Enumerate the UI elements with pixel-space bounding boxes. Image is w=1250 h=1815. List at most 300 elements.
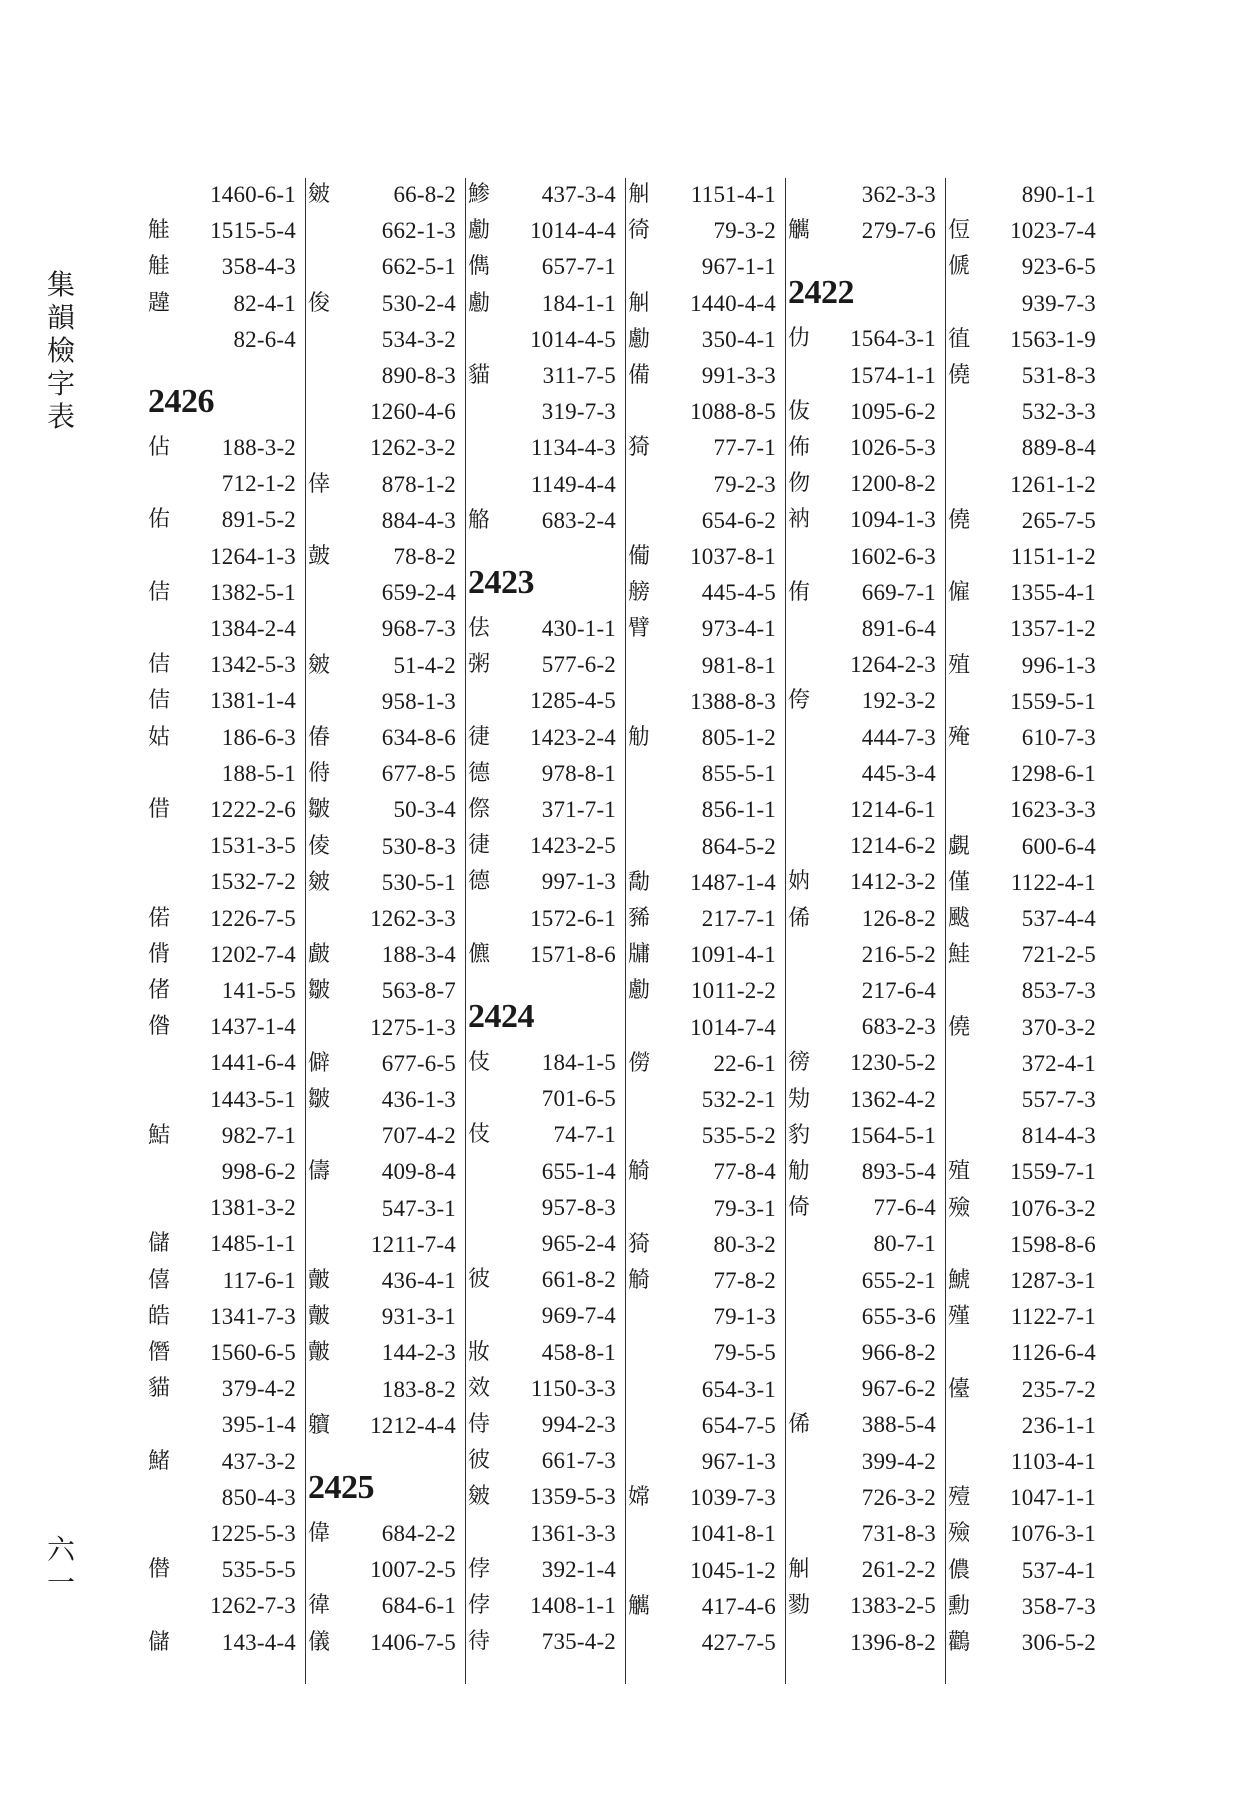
entry-reference: 1211-7-4: [370, 1231, 456, 1257]
index-entry: [785, 503, 945, 539]
entry-reference: 77-7-1: [713, 435, 776, 461]
entry-reference: 1423-2-5: [530, 833, 616, 859]
index-entry: [465, 793, 625, 829]
section-heading: [465, 540, 625, 612]
entry-character: 僖: [148, 1267, 171, 1293]
entry-character: 儦: [468, 941, 491, 967]
index-entry: [305, 1517, 465, 1553]
entry-character: 鮚: [148, 1122, 171, 1148]
entry-reference: 1225-5-3: [210, 1521, 296, 1546]
entry-character: 備: [628, 363, 651, 388]
entry-reference: 188-3-2: [221, 435, 296, 460]
entry-reference: 217-7-1: [701, 906, 776, 931]
entry-character: 皴: [308, 182, 331, 207]
entry-character: 佑: [148, 507, 171, 533]
entry-reference: 427-7-5: [701, 1630, 776, 1655]
entry-reference: 1381-3-2: [210, 1195, 296, 1221]
index-entry: [785, 648, 945, 684]
entry-character: 伎: [468, 1050, 491, 1075]
index-entry: [785, 829, 945, 865]
index-entry: [145, 250, 305, 286]
entry-reference: 1384-2-4: [210, 616, 296, 641]
index-entry: [785, 467, 945, 503]
entry-character: 倚: [788, 1195, 811, 1221]
index-entry: [785, 684, 945, 720]
index-entry: [145, 938, 305, 974]
entry-reference: 878-1-2: [381, 471, 456, 497]
index-entry: [465, 431, 625, 467]
index-entry: [625, 1373, 785, 1409]
entry-reference: 1230-5-2: [850, 1050, 936, 1076]
entry-reference: 654-3-1: [701, 1376, 776, 1402]
entry-reference: 192-3-2: [861, 688, 936, 714]
entry-reference: 79-3-1: [713, 1195, 776, 1221]
index-entry: [945, 902, 1105, 938]
index-entry: [145, 1626, 305, 1662]
entry-character: 勴: [468, 290, 491, 316]
entry-reference: 350-4-1: [701, 326, 776, 352]
entry-character: 侼: [468, 1556, 491, 1582]
index-entry: [305, 576, 465, 612]
entry-reference: 1122-7-1: [1010, 1304, 1096, 1330]
entry-reference: 1423-2-4: [530, 724, 616, 750]
entry-character: 偌: [148, 905, 171, 931]
index-entry: [945, 793, 1105, 829]
entry-reference: 1359-5-3: [530, 1484, 616, 1510]
index-entry: [785, 757, 945, 793]
index-entry: [785, 865, 945, 901]
entry-reference: 1560-6-5: [210, 1340, 296, 1365]
entry-reference: 957-8-3: [541, 1194, 616, 1220]
entry-reference: 931-3-1: [381, 1304, 456, 1330]
index-entry: [465, 359, 625, 395]
index-entry: [625, 1228, 785, 1264]
index-entry: [625, 866, 785, 902]
section-heading: [305, 1445, 465, 1517]
index-entry: [625, 468, 785, 504]
entry-character: 皾: [308, 1340, 331, 1366]
entry-reference: 1037-8-1: [690, 544, 776, 569]
index-entry: [625, 431, 785, 467]
index-entry: [465, 1263, 625, 1299]
index-entry: [945, 1083, 1105, 1119]
index-entry: [625, 1445, 785, 1481]
entry-reference: 362-3-3: [861, 182, 936, 207]
entry-reference: 557-7-3: [1021, 1087, 1096, 1112]
entry-character: 俙: [788, 905, 811, 931]
index-entry: [145, 721, 305, 757]
entry-character: 猗: [628, 435, 651, 461]
index-entry: [305, 359, 465, 395]
entry-reference: 1342-5-3: [210, 652, 296, 678]
index-entry: [785, 395, 945, 431]
index-entry: [305, 250, 465, 286]
entry-character: 俙: [788, 1412, 811, 1438]
entry-reference: 1287-3-1: [1010, 1268, 1096, 1293]
index-entry: [305, 287, 465, 323]
entry-reference: 1298-6-1: [1010, 761, 1096, 787]
index-entry: [465, 612, 625, 648]
entry-reference: 1014-4-5: [530, 326, 616, 352]
entry-reference: 978-8-1: [541, 760, 616, 786]
index-entry: [465, 178, 625, 214]
entry-reference: 306-5-2: [1021, 1630, 1096, 1655]
index-entry: [305, 612, 465, 648]
index-entry: [945, 1517, 1105, 1553]
entry-reference: 66-8-2: [393, 182, 456, 207]
entry-reference: 1598-8-6: [1010, 1231, 1096, 1257]
index-entry: [305, 214, 465, 250]
entry-reference: 661-8-2: [541, 1267, 616, 1293]
index-entry: [145, 865, 305, 901]
entry-character: 劮: [788, 1086, 811, 1112]
entry-reference: 535-5-5: [221, 1557, 296, 1583]
index-entry: [465, 902, 625, 938]
entry-character: 殣: [948, 1304, 971, 1330]
entry-character: 衲: [788, 507, 811, 533]
index-entry: [785, 540, 945, 576]
index-entry: [145, 1264, 305, 1300]
index-entry: [625, 1554, 785, 1590]
index-entry: [625, 1481, 785, 1517]
entry-character: 伎: [468, 1122, 491, 1148]
page-number: [44, 1533, 78, 1599]
index-entry: [785, 793, 945, 829]
index-entry: [945, 1119, 1105, 1155]
entry-reference: 805-1-2: [701, 725, 776, 750]
entry-character: 侍: [468, 1412, 491, 1437]
entry-character: 覷: [948, 833, 971, 859]
index-entry: [305, 1409, 465, 1445]
entry-reference: 654-6-2: [701, 507, 776, 533]
index-entry: [945, 649, 1105, 685]
entry-reference: 1532-7-2: [210, 869, 296, 895]
entry-character: 偉: [308, 1521, 331, 1546]
index-entry: [465, 1155, 625, 1191]
entry-reference: 1437-1-4: [210, 1014, 296, 1040]
entry-reference: 884-4-3: [381, 507, 456, 533]
index-entry: [945, 395, 1105, 431]
entry-reference: 186-6-3: [221, 724, 296, 750]
entry-reference: 889-8-4: [1021, 435, 1096, 461]
entry-character: 殖: [948, 652, 971, 678]
entry-reference: 395-1-4: [221, 1412, 296, 1438]
entry-reference: 1441-6-4: [210, 1050, 296, 1076]
index-entry: [145, 1083, 305, 1119]
entry-character: 德: [468, 760, 491, 786]
index-entry: [625, 323, 785, 359]
index-entry: [305, 866, 465, 902]
entry-reference: 677-8-5: [381, 761, 456, 787]
entry-reference: 1023-7-4: [1010, 218, 1096, 244]
entry-reference: 77-6-4: [873, 1195, 936, 1221]
index-entry: [305, 793, 465, 829]
entry-character: 侼: [468, 1593, 491, 1618]
index-entry: [305, 1155, 465, 1191]
index-column: [145, 178, 306, 1684]
index-entry: [625, 1083, 785, 1119]
entry-reference: 969-7-4: [541, 1303, 616, 1329]
index-entry: [945, 214, 1105, 250]
entry-reference: 890-8-3: [381, 363, 456, 388]
index-entry: [465, 1336, 625, 1372]
entry-reference: 1406-7-5: [370, 1629, 456, 1655]
entry-reference: 1564-5-1: [850, 1122, 936, 1148]
index-entry: [785, 1336, 945, 1372]
index-entry: [305, 938, 465, 974]
index-entry: [305, 974, 465, 1010]
index-entry: [625, 830, 785, 866]
index-entry: [625, 287, 785, 323]
entry-character: 勴: [628, 326, 651, 352]
index-entry: [145, 431, 305, 467]
entry-reference: 79-3-2: [713, 218, 776, 244]
index-entry: [625, 612, 785, 648]
index-column: [465, 178, 626, 1684]
entry-character: 勠: [788, 1593, 811, 1619]
index-entry: [145, 467, 305, 503]
entry-reference: 1200-8-2: [850, 471, 936, 497]
index-entry: [945, 1590, 1105, 1626]
index-entry: [305, 540, 465, 576]
index-entry: [465, 1046, 625, 1082]
index-entry: [785, 214, 945, 250]
entry-reference: 217-6-4: [861, 978, 936, 1003]
entry-reference: 1572-6-1: [530, 905, 616, 931]
entry-character: 勳: [948, 1593, 971, 1619]
entry-reference: 535-5-2: [701, 1123, 776, 1149]
index-entry: [305, 1228, 465, 1264]
entry-reference: 409-8-4: [381, 1159, 456, 1185]
index-entry: [305, 1047, 465, 1083]
index-column: [785, 178, 946, 1684]
entry-reference: 1264-2-3: [850, 652, 936, 678]
entry-character: 佶: [148, 688, 171, 714]
entry-reference: 981-8-1: [701, 652, 776, 678]
entry-reference: 577-6-2: [541, 652, 616, 678]
index-entry: [145, 684, 305, 720]
entry-character: 儁: [468, 254, 491, 280]
entry-character: 猗: [628, 1231, 651, 1257]
entry-reference: 1214-6-2: [850, 833, 936, 859]
entry-character: 韙: [148, 290, 171, 316]
index-entry: [945, 685, 1105, 721]
index-column: [945, 178, 1105, 1684]
entry-reference: 74-7-1: [553, 1122, 616, 1148]
entry-reference: 923-6-5: [1021, 254, 1096, 280]
entry-character: 儔: [308, 1159, 331, 1185]
entry-character: 觭: [628, 1268, 651, 1293]
entry-character: 觭: [628, 1159, 651, 1185]
index-entry: [145, 974, 305, 1010]
index-entry: [145, 793, 305, 829]
entry-reference: 1212-4-4: [370, 1412, 456, 1438]
index-entry: [305, 1192, 465, 1228]
index-column: [305, 178, 466, 1684]
index-entry: [945, 938, 1105, 974]
index-entry: [145, 1191, 305, 1227]
entry-reference: 1045-1-2: [690, 1557, 776, 1583]
section-number: 2425: [308, 1469, 374, 1506]
entry-character: 艕: [628, 580, 651, 606]
index-entry: [305, 395, 465, 431]
entry-reference: 1264-1-3: [210, 543, 296, 569]
entry-reference: 855-5-1: [701, 761, 776, 787]
entry-character: 殪: [948, 1485, 971, 1511]
entry-character: 儀: [308, 1629, 331, 1655]
index-entry: [145, 1408, 305, 1444]
entry-reference: 530-8-3: [381, 833, 456, 859]
entry-reference: 1515-5-4: [210, 218, 296, 244]
entry-character: 殮: [948, 1195, 971, 1221]
entry-reference: 1602-6-3: [850, 543, 936, 569]
index-entry: [625, 1119, 785, 1155]
index-entry: [145, 1300, 305, 1336]
entry-character: 僅: [948, 869, 971, 895]
index-entry: [785, 1227, 945, 1263]
entry-reference: 735-4-2: [541, 1629, 616, 1655]
entry-reference: 236-1-1: [1021, 1412, 1096, 1438]
index-entry: [785, 431, 945, 467]
index-entry: [785, 1046, 945, 1082]
entry-reference: 659-2-4: [381, 580, 456, 606]
index-entry: [945, 431, 1105, 467]
entry-reference: 82-4-1: [233, 290, 296, 316]
entry-reference: 1408-1-1: [530, 1593, 616, 1618]
entry-reference: 600-6-4: [1021, 833, 1096, 859]
index-entry: [945, 721, 1105, 757]
index-entry: [465, 1625, 625, 1661]
index-entry: [785, 612, 945, 648]
entry-reference: 1047-1-1: [1010, 1485, 1096, 1511]
entry-character: 倖: [308, 471, 331, 497]
index-entry: [305, 685, 465, 721]
entry-reference: 437-3-2: [221, 1448, 296, 1474]
index-entry: [945, 1336, 1105, 1372]
index-entry: [465, 504, 625, 540]
entry-character: 勴: [468, 218, 491, 244]
entry-reference: 51-4-2: [393, 652, 456, 678]
entry-reference: 662-1-3: [381, 218, 456, 244]
index-entry: [785, 1517, 945, 1553]
entry-character: 軉: [308, 1412, 331, 1438]
entry-character: 皓: [148, 1303, 171, 1329]
entry-reference: 683-2-3: [861, 1014, 936, 1040]
entry-reference: 1383-2-5: [850, 1593, 936, 1619]
index-columns: [145, 178, 1105, 1684]
entry-reference: 654-7-5: [701, 1412, 776, 1438]
entry-character: 妠: [788, 869, 811, 895]
index-entry: [945, 287, 1105, 323]
entry-reference: 996-1-3: [1021, 652, 1096, 678]
entry-character: 貓: [148, 1376, 171, 1402]
entry-reference: 531-8-3: [1021, 363, 1096, 388]
entry-reference: 1260-4-6: [370, 399, 456, 425]
entry-reference: 358-7-3: [1021, 1593, 1096, 1619]
index-entry: [305, 178, 465, 214]
entry-reference: 683-2-4: [541, 507, 616, 533]
entry-reference: 417-4-6: [701, 1593, 776, 1619]
entry-reference: 1531-3-5: [210, 833, 296, 859]
index-entry: [625, 1409, 785, 1445]
index-entry: [305, 504, 465, 540]
section-number: 2422: [788, 274, 854, 312]
entry-reference: 634-8-6: [381, 725, 456, 750]
entry-reference: 1623-3-3: [1010, 797, 1096, 823]
entry-reference: 184-1-1: [541, 290, 616, 316]
entry-character: 僥: [948, 507, 971, 533]
entry-character: 觽: [628, 1593, 651, 1619]
entry-reference: 965-2-4: [541, 1231, 616, 1256]
entry-character: 佶: [148, 652, 171, 678]
index-entry: [145, 1155, 305, 1191]
entry-reference: 1091-4-1: [690, 942, 776, 968]
index-entry: [625, 540, 785, 576]
entry-character: 皺: [308, 978, 331, 1004]
index-entry: [305, 902, 465, 938]
entry-character: 偝: [148, 941, 171, 967]
section-number: 2426: [148, 383, 214, 420]
entry-reference: 188-5-1: [221, 760, 296, 786]
entry-reference: 994-2-3: [541, 1412, 616, 1437]
index-entry: [465, 865, 625, 901]
entry-reference: 864-5-2: [701, 833, 776, 859]
index-entry: [145, 1445, 305, 1481]
running-title-char: 集: [46, 268, 75, 301]
entry-reference: 1076-3-1: [1010, 1521, 1096, 1547]
entry-character: 姑: [148, 724, 171, 750]
entry-character: 鯵: [468, 182, 491, 207]
index-column: [625, 178, 786, 1684]
entry-reference: 891-5-2: [221, 507, 296, 533]
entry-character: 僣: [148, 1557, 171, 1583]
entry-character: 僗: [628, 1050, 651, 1076]
index-entry: [785, 1300, 945, 1336]
entry-reference: 563-8-7: [381, 978, 456, 1004]
entry-character: 皷: [308, 544, 331, 569]
entry-reference: 939-7-3: [1021, 290, 1096, 316]
index-entry: [465, 1299, 625, 1335]
entry-reference: 712-1-2: [221, 471, 296, 497]
index-entry: [145, 1481, 305, 1517]
index-entry: [305, 431, 465, 467]
entry-reference: 1126-6-4: [1010, 1340, 1096, 1366]
index-entry: [785, 938, 945, 974]
entry-character: 觓: [628, 290, 651, 316]
entry-reference: 657-7-1: [541, 254, 616, 280]
entry-reference: 677-6-5: [381, 1050, 456, 1076]
entry-reference: 1275-1-3: [370, 1014, 456, 1040]
index-entry: [785, 1626, 945, 1662]
entry-reference: 1226-7-5: [210, 905, 296, 931]
entry-reference: 856-1-1: [701, 797, 776, 823]
entry-reference: 392-1-4: [541, 1556, 616, 1582]
entry-character: 觽: [788, 218, 811, 244]
index-entry: [305, 649, 465, 685]
index-entry: [945, 1409, 1105, 1445]
entry-reference: 1103-4-1: [1010, 1449, 1096, 1474]
entry-character: 傺: [468, 797, 491, 822]
index-entry: [145, 612, 305, 648]
index-entry: [945, 576, 1105, 612]
index-entry: [785, 1445, 945, 1481]
entry-character: 皴: [308, 869, 331, 895]
index-entry: [945, 974, 1105, 1010]
entry-character: 待: [468, 1629, 491, 1655]
index-entry: [625, 1336, 785, 1372]
entry-character: 皾: [308, 1304, 331, 1330]
entry-reference: 532-3-3: [1021, 399, 1096, 425]
